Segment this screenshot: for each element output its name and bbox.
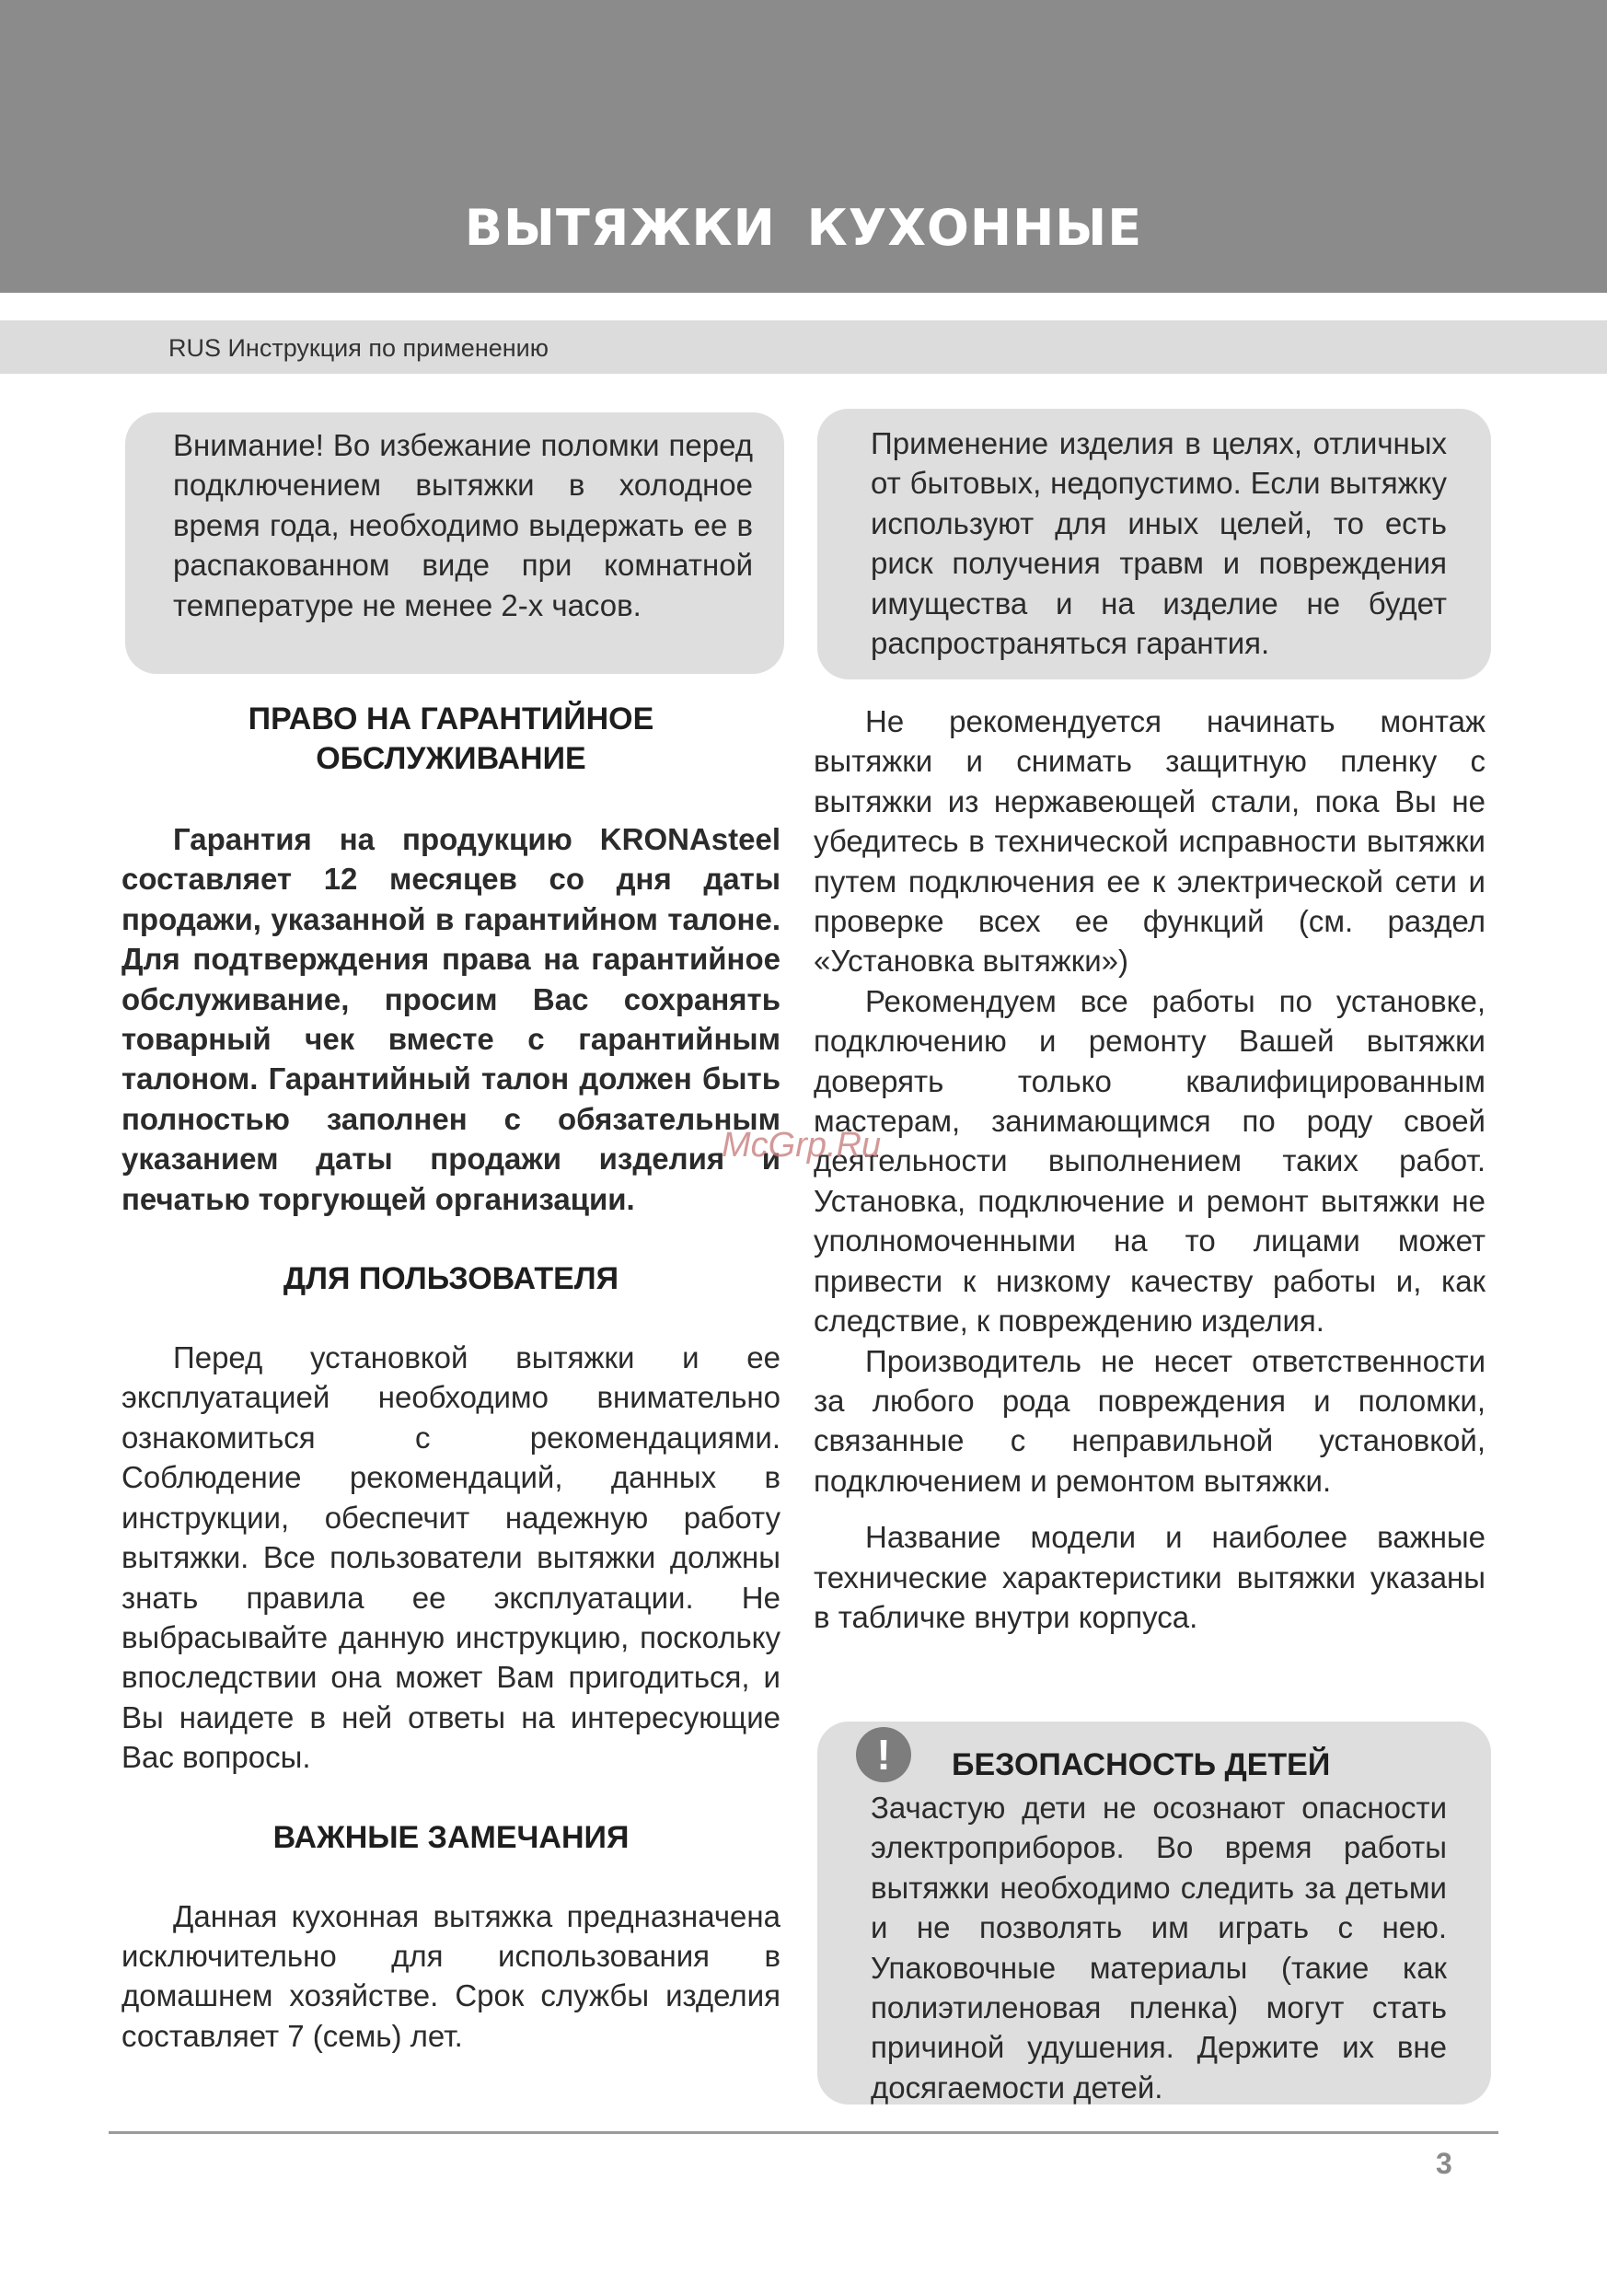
document-subtitle: RUS Инструкция по применению bbox=[168, 334, 549, 362]
right-paragraph-4: Название модели и наиболее важные технические характеристики вытяжки указаны в табличке внутри корпуса. bbox=[814, 1520, 1486, 1634]
watermark: McGrp.Ru bbox=[722, 1126, 882, 1165]
right-column bbox=[814, 702, 1486, 1637]
right-paragraph-3: Производитель не несет ответственности за любого рода повреждения и поломки, связанные с неправильной установкой, подключением и ремонтом вытяжки. bbox=[814, 1343, 1486, 1498]
exclamation-icon: ! bbox=[856, 1727, 911, 1782]
header-banner bbox=[0, 0, 1607, 293]
child-safety-text: Зачастую дети не осознают опасности электроприборов. Во время работы вытяжки необходимо следить за детьми и не позволять им играть с нею. Упаковочные материалы (такие как полиэтиленовая пленка) могут стать причиной удушения. Держите их вне досягаемости детей. bbox=[871, 1791, 1447, 2105]
warranty-text: Гарантия на продукцию KRONAsteel составляет 12 месяцев со дня даты продажи, указанной в гарантийном талоне. Для подтверждения права на гарантийное обслуживание, просим Вас сохранять товарный чек вместе с гарантийным талоном. Гарантийный талон должен быть полностью заполнен с обязательным указанием даты продажи изделия и печатью торгующей организации. bbox=[121, 822, 780, 1216]
page-number: 3 bbox=[1436, 2147, 1452, 2180]
notes-text: Данная кухонная вытяжка предназначена исключительно для использования в домашнем хозяйстве. Срок службы изделия составляет 7 (семь) лет. bbox=[121, 1898, 780, 2053]
warranty-heading: ПРАВО НА ГАРАНТИЙНОЕ ОБСЛУЖИВАНИЕ bbox=[248, 702, 654, 776]
page-title: ВЫТЯЖКИ КУХОННЫЕ bbox=[464, 199, 1143, 257]
right-paragraph-2: Рекомендуем все работы по установке, подключению и ремонту Вашей вытяжки доверять только квалифицированным мастерам, занимающимся по роду своей деятельности выполнением таких работ. Установка, подключение и ремонт вытяжки не уполномоченными на то лицами может привести к низкому качеству работы и, как следствие, к повреждению изделия. bbox=[814, 983, 1486, 1339]
notice-text-right: Применение изделия в целях, отличных от бытовых, недопустимо. Если вытяжку используют для иных целей, то есть риск получения травм и повреждения имущества и на изделие не будет распространяться гарантия. bbox=[871, 426, 1447, 661]
notice-text-left: Внимание! Во избежание поломки перед подключением вытяжки в холодное время года, необходимо выдержать ее в распакованном виде при комнатной температуре не менее 2-х часов. bbox=[173, 428, 753, 622]
notes-heading: ВАЖНЫЕ ЗАМЕЧАНИЯ bbox=[272, 1819, 630, 1855]
subtitle-bar bbox=[0, 320, 1607, 374]
left-column bbox=[121, 700, 780, 2056]
child-safety-title: БЕЗОПАСНОСТЬ ДЕТЕЙ bbox=[952, 1747, 1331, 1782]
user-heading: ДЛЯ ПОЛЬЗОВАТЕЛЯ bbox=[283, 1261, 619, 1297]
right-paragraph-1: Не рекомендуется начинать монтаж вытяжки и снимать защитную пленку с вытяжки из нержавеющей стали, пока Вы не убедитесь в технической исправности вытяжки путем подключения ее к электрической сети и проверке всех ее функций (см. раздел «Установка вытяжки») bbox=[814, 704, 1486, 979]
notice-box-right bbox=[817, 409, 1491, 679]
footer-divider bbox=[109, 2131, 1498, 2134]
notice-box-left bbox=[125, 412, 784, 674]
user-text: Перед установкой вытяжки и ее эксплуатацией необходимо внимательно ознакомиться с рекомендациями. Соблюдение рекомендаций, данных в инструкции, обеспечит надежную работу вытяжки. Все пользователи вытяжки должны знать правила ее эксплуатации. Не выбрасывайте данную инструкцию, поскольку впоследствии она может Вам пригодиться, и Вы наидете в ней ответы на интересующие Вас вопросы. bbox=[121, 1340, 780, 1775]
